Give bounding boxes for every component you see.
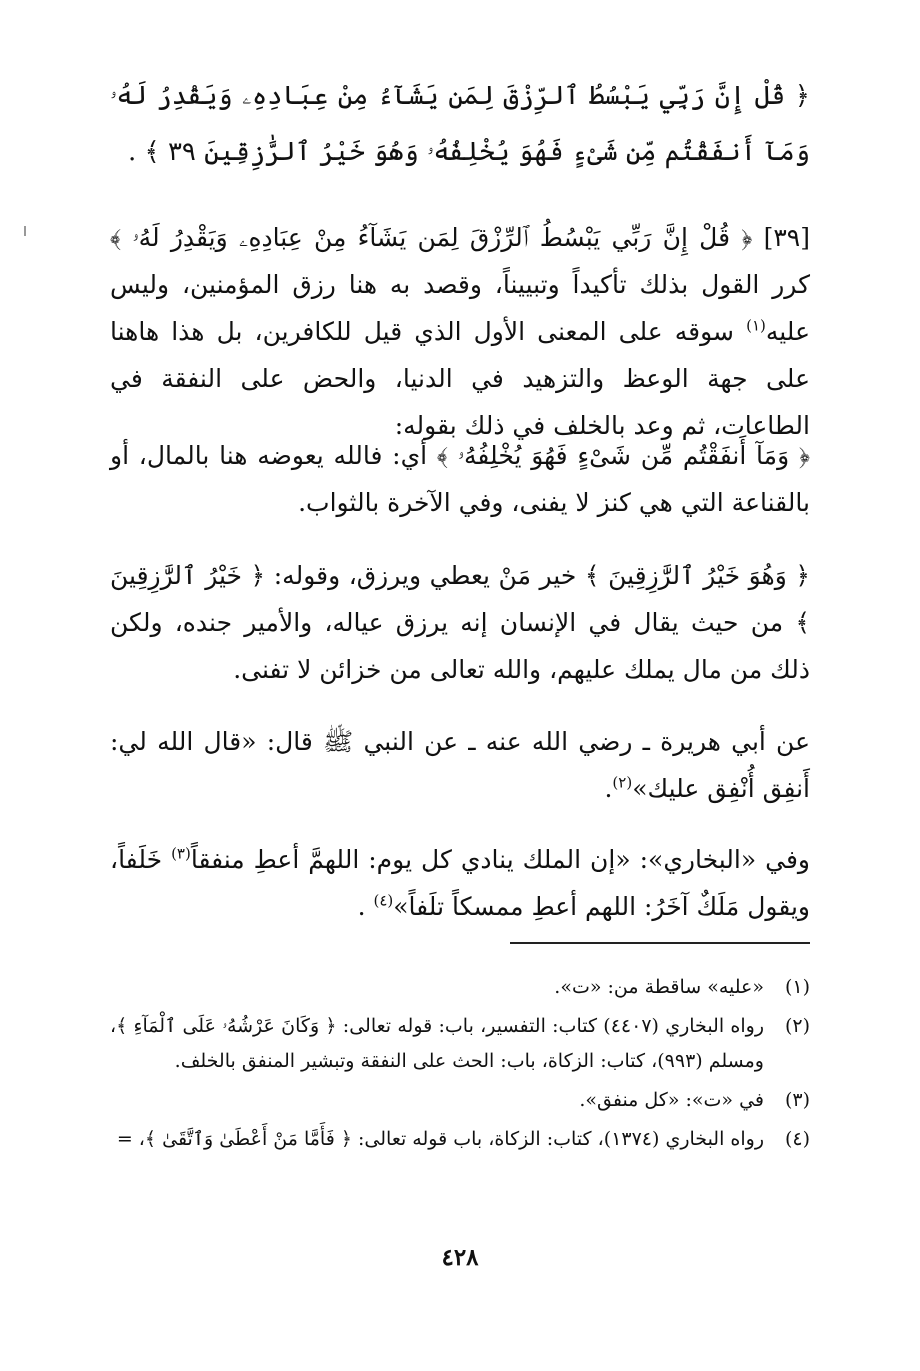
footnote-text: رواه البخاري (١٣٧٤)، كتاب: الزكاة، باب قوله تعالى: ﴿ فَأَمَّا مَنْ أَعْطَىٰ وَٱتَّقَىٰ ﴾، = xyxy=(116,1128,764,1150)
paragraph-2 xyxy=(110,432,810,526)
footnote-text: «عليه» ساقطة من: «ت». xyxy=(554,976,764,998)
margin-mark xyxy=(24,226,26,236)
footnote-2 xyxy=(110,1009,810,1079)
paragraph-1-text-end: سوقه على المعنى الأول الذي قيل للكافرين، بل هذا هاهنا على جهة الوعظ والتزهيد في الدنيا، والحض على النفقة في الطاعات، ثم وعد بالخلف في ذلك بقوله: xyxy=(110,317,810,440)
paragraph-2-text: ﴿ وَمَآ أَنفَقْتُم مِّن شَىْءٍ فَهُوَ يُخْلِفُهُۥ ﴾ أي: فالله يعوضه هنا بالمال، أو بالقناعة التي هي كنز لا يفنى، وفي الآخرة بالثواب. xyxy=(110,441,810,517)
footnotes xyxy=(110,970,810,1161)
paragraph-1 xyxy=(110,214,810,449)
paragraph-3-text: ﴿ وَهُوَ خَيْرُ ٱلرَّٰزِقِينَ ﴾ خير مَنْ يعطي ويرزق، وقوله: ﴿ خَيْرُ ٱلرَّٰزِقِينَ ﴾ من حيث يقال في الإنسان إنه يرزق عياله، والأمير جنده، ولكن ذلك من مال يملك عليهم، والله تعالى من خزائن لا تفنى. xyxy=(110,561,810,684)
paragraph-5-text-middle: خَلَفاً، ويقول مَلَكٌ آخَرُ: اللهم أعطِ ممسكاً تلَفاً» xyxy=(110,845,810,921)
footnote-text: في «ت»: «كل منفق». xyxy=(579,1089,764,1111)
footnote-number: (١) xyxy=(784,976,810,998)
footnote-ref-2[interactable]: (٢) xyxy=(612,773,633,792)
verse-text: ﴿ قُلْ إِنَّ رَبِّي يَبْسُطُ ٱلرِّزْقَ لِمَن يَشَآءُ مِنْ عِبَادِهِۦ وَيَقْدِرُ لَهُۥ وَمَآ أَنفَقْتُم مِّن شَىْءٍ فَهُوَ يُخْلِفُهُۥ وَهُوَ خَيْرُ ٱلرَّٰزِقِينَ ٣٩ ﴾ . xyxy=(110,81,810,167)
paragraph-1-text-start: [٣٩] ﴿ قُلْ إِنَّ رَبِّي يَبْسُطُ ٱلرِّزْقَ لِمَن يَشَآءُ مِنْ عِبَادِهِۦ وَيَقْدِرُ لَهُۥ ﴾ كرر القول بذلك تأكيداً وتبييناً، وقصد به هنا رزق المؤمنين، وليس عليه xyxy=(110,223,810,346)
paragraph-5 xyxy=(110,836,810,930)
paragraph-5-text-end: . xyxy=(357,892,374,921)
quran-verse xyxy=(110,68,810,180)
footnote-number: (٢) xyxy=(784,1015,810,1037)
paragraph-4-text-end: . xyxy=(604,774,613,803)
paragraph-4-text-start: عن أبي هريرة ـ رضي الله عنه ـ عن النبي ﷺ قال: «قال الله لي: أَنفِق أُنْفِق عليك» xyxy=(110,727,810,803)
footnote-4 xyxy=(110,1122,810,1157)
paragraph-4 xyxy=(110,718,810,812)
paragraph-3 xyxy=(110,552,810,693)
page-number: ٤٢٨ xyxy=(441,1244,479,1271)
footnote-number: (٣) xyxy=(784,1089,810,1111)
footnote-ref-3[interactable]: (٣) xyxy=(171,844,191,863)
footnote-text: رواه البخاري (٤٤٠٧) كتاب: التفسير، باب: قوله تعالى: ﴿ وَكَانَ عَرْشُهُۥ عَلَى ٱلْمَآءِ ﴾، ومسلم (٩٩٣)، كتاب: الزكاة، باب: الحث على النفقة وتبشير المنفق بالخلف. xyxy=(110,1015,764,1072)
footnote-ref-4[interactable]: (٤) xyxy=(373,891,394,910)
footnote-1 xyxy=(110,970,810,1005)
footnote-3 xyxy=(110,1083,810,1118)
paragraph-5-text-start: وفي «البخاري»: «إن الملك ينادي كل يوم: اللهمَّ أعطِ منفقاً xyxy=(190,845,810,874)
footnote-ref-1[interactable]: (١) xyxy=(746,316,766,335)
footnote-number: (٤) xyxy=(784,1128,810,1150)
footnote-separator xyxy=(510,942,810,944)
